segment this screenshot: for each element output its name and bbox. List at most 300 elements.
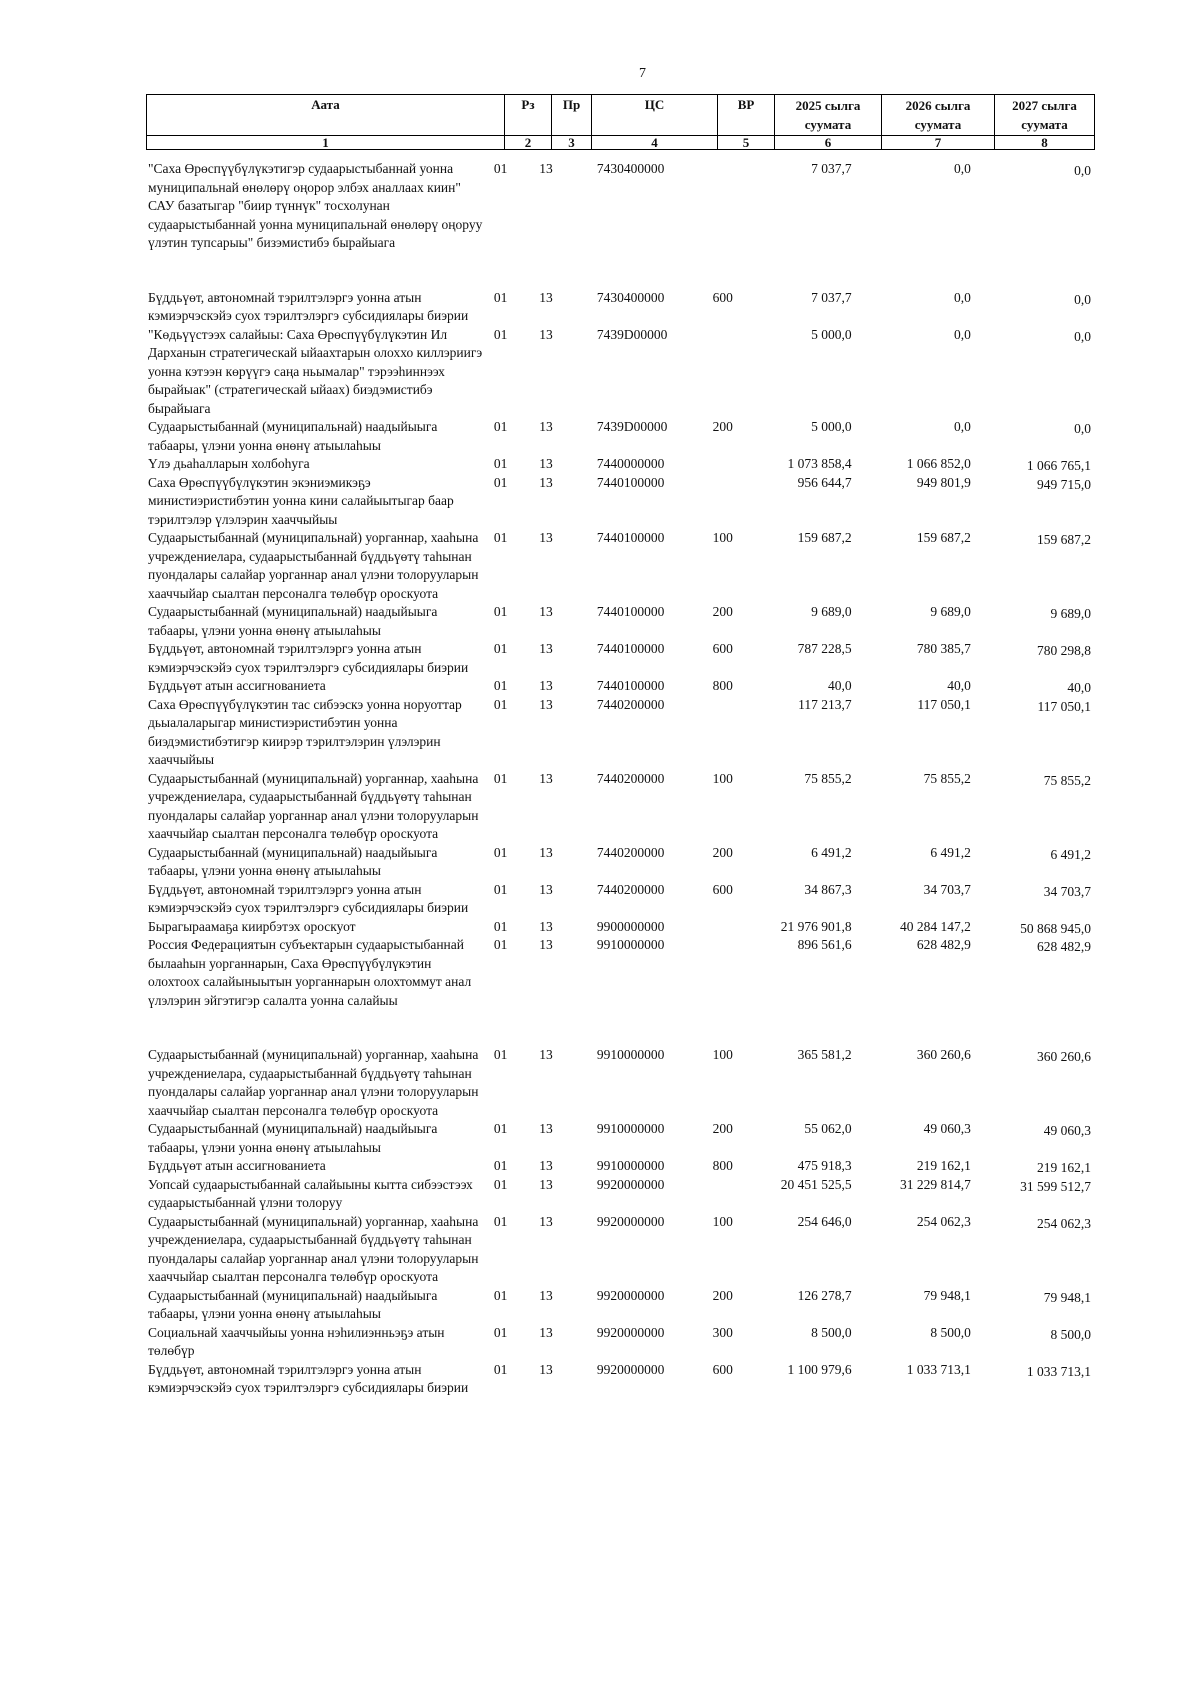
row-2027 <box>982 289 1094 326</box>
row-2027-text: 159 687,2 <box>1036 532 1091 547</box>
row-name <box>148 160 494 253</box>
row-2027 <box>982 640 1094 677</box>
row-cs-text: 7440100000 <box>596 678 665 693</box>
column-number: 3 <box>552 135 592 149</box>
row-cs-text: 7439D00000 <box>596 326 668 342</box>
row-name-text: Саха Өрөспүүбүлүкэтин экэниэмикэҕэ министиэристибэтин уонна кини салайыытыгар баар тэрилтэлэр үлэлэрин хааччыйыы <box>148 474 454 527</box>
row-pr-text: 13 <box>539 161 553 176</box>
row-name <box>148 326 494 419</box>
row-pr-text: 13 <box>539 937 553 952</box>
row-2025-text: 9 689,0 <box>811 604 852 619</box>
row-pr-text: 13 <box>539 474 553 490</box>
row-vr <box>686 529 752 603</box>
table-row <box>148 1361 1094 1398</box>
row-rz <box>494 1120 539 1157</box>
row-cs <box>578 881 686 918</box>
row-2025-text: 1 073 858,4 <box>787 456 852 471</box>
row-rz <box>494 640 539 677</box>
row-cs-text: 7440200000 <box>596 844 665 860</box>
row-cs-text: 9910000000 <box>596 1047 665 1062</box>
row-2025 <box>751 640 867 677</box>
row-2027-text: 34 703,7 <box>1043 883 1091 899</box>
row-cs <box>578 1287 686 1324</box>
row-2026 <box>868 1361 982 1398</box>
row-rz <box>494 474 539 530</box>
row-2026-text: 9 689,0 <box>930 604 971 619</box>
row-name-text: Судаарыстыбаннай (муниципальнай) наадыйыыга табаары, үлэни уонна өнөнү атыылаһыы <box>148 604 438 638</box>
row-2026-text: 75 855,2 <box>923 770 971 786</box>
row-2027-text: 254 062,3 <box>1036 1215 1091 1231</box>
row-2027-text: 0,0 <box>1074 163 1091 178</box>
table-row <box>148 918 1094 937</box>
row-rz <box>494 696 539 770</box>
row-2027 <box>982 936 1094 1010</box>
row-rz-text: 01 <box>493 474 508 490</box>
row-2025-text: 956 644,7 <box>797 474 852 490</box>
row-name-text: "Көдьүүстээх салайыы: Саха Өрөспүүбүлүкэтин Ил Дарханын стратегическай ыйаахтарын олоххо киллэриигэ уонна кэтээн көрүүгэ саңа ньымалар" тэрээһиннээх бырайыак" (стратегическай ыйаах) биэдэмистибэ бырайыага <box>148 326 483 416</box>
header-cs: ЦС <box>592 95 718 136</box>
row-2025 <box>751 326 867 419</box>
row-rz-text: 01 <box>493 326 508 342</box>
table-row <box>148 640 1094 677</box>
row-pr-text: 13 <box>539 918 553 934</box>
row-cs <box>578 418 686 455</box>
row-2026-text: 0,0 <box>954 161 971 176</box>
row-rz-text: 01 <box>493 456 508 471</box>
row-2026-text: 949 801,9 <box>916 474 971 490</box>
row-vr <box>686 326 752 419</box>
row-2025 <box>751 529 867 603</box>
row-vr <box>686 1120 752 1157</box>
row-vr-text: 300 <box>712 1324 733 1340</box>
row-vr <box>686 1287 752 1324</box>
row-2027 <box>982 696 1094 770</box>
row-cs-text: 7440200000 <box>596 881 665 897</box>
row-2025-text: 5 000,0 <box>811 326 852 342</box>
row-rz-text: 01 <box>493 844 508 860</box>
row-name <box>148 1157 494 1176</box>
row-2026-text: 40 284 147,2 <box>900 918 971 934</box>
row-2025-text: 7 037,7 <box>811 161 852 176</box>
row-vr-text: 100 <box>712 530 733 545</box>
row-pr <box>539 1287 578 1324</box>
row-rz-text: 01 <box>493 1287 508 1303</box>
row-cs <box>578 1046 686 1120</box>
row-2025-text: 75 855,2 <box>804 770 852 786</box>
row-vr-text: 200 <box>712 844 733 860</box>
row-2027-text: 50 868 945,0 <box>1020 920 1091 936</box>
row-2027 <box>982 1046 1094 1120</box>
row-pr <box>539 696 578 770</box>
page-number: 7 <box>639 66 646 81</box>
row-2026-text: 40,0 <box>947 678 971 693</box>
table-row <box>148 677 1094 696</box>
row-rz <box>494 326 539 419</box>
row-cs-text: 7439D00000 <box>596 419 668 434</box>
row-name-text: Саха Өрөспүүбүлүкэтин тас сибээскэ уонна норуоттар дьыалаларыгар министиэристибэтин уонна биэдэмистибэтигэр киирэр тэрилтэлэрин үлэлэрин хааччыйыы <box>148 696 462 767</box>
row-pr-text: 13 <box>539 326 553 342</box>
row-2026 <box>868 677 982 696</box>
row-cs <box>578 455 686 474</box>
row-rz <box>494 1157 539 1176</box>
row-cs <box>578 529 686 603</box>
row-2027 <box>982 918 1094 937</box>
row-vr-text: 200 <box>712 1121 733 1136</box>
row-2025 <box>751 1213 867 1287</box>
row-name-text: "Саха Өрөспүүбүлүкэтигэр судаарыстыбаннай уонна муниципальнай өнөлөрү оңорор элбэх аналлаах киин" САУ базатыгар "биир түннүк" тосхолунан судаарыстыбаннай уонна муниципальнай өнөлөрү оңоруу үлэтин тупсарыы" бизэмистибэ бырайыага <box>148 161 483 250</box>
row-name-text: Социальнай хааччыйыы уонна нэһилиэнньэҕэ атын төлөбүр <box>148 1324 445 1358</box>
row-2025-text: 40,0 <box>828 678 852 693</box>
table-row <box>148 289 1094 326</box>
row-pr <box>539 1361 578 1398</box>
row-2027 <box>982 603 1094 640</box>
row-2025 <box>751 918 867 937</box>
row-cs-text: 9920000000 <box>596 1324 665 1340</box>
header-2026: 2026 сылга суумата <box>882 95 995 136</box>
row-cs-text: 9920000000 <box>596 1361 665 1377</box>
row-2026 <box>868 1157 982 1176</box>
header-2027: 2027 сылга суумата <box>995 95 1095 136</box>
row-2026-text: 1 066 852,0 <box>906 456 971 471</box>
row-2026 <box>868 529 982 603</box>
row-vr <box>686 455 752 474</box>
row-2027-text: 628 482,9 <box>1036 939 1091 954</box>
table-row <box>148 603 1094 640</box>
row-rz <box>494 1324 539 1361</box>
row-2026-text: 780 385,7 <box>916 641 971 656</box>
row-name <box>148 640 494 677</box>
row-name <box>148 474 494 530</box>
row-2025-text: 1 100 979,6 <box>787 1361 852 1377</box>
row-cs <box>578 1324 686 1361</box>
row-cs <box>578 603 686 640</box>
row-vr <box>686 474 752 530</box>
row-rz <box>494 455 539 474</box>
row-pr <box>539 770 578 844</box>
row-rz-text: 01 <box>493 918 508 934</box>
row-vr-text: 200 <box>712 419 733 434</box>
table-row <box>148 770 1094 844</box>
row-2026 <box>868 289 982 326</box>
row-2027-text: 0,0 <box>1074 291 1091 307</box>
row-2025 <box>751 936 867 1010</box>
row-vr-text: 200 <box>712 1287 733 1303</box>
row-pr <box>539 603 578 640</box>
column-number: 7 <box>882 135 995 149</box>
row-2027-text: 49 060,3 <box>1043 1123 1091 1138</box>
row-2027-text: 0,0 <box>1074 421 1091 436</box>
row-2027 <box>982 677 1094 696</box>
row-2026-text: 8 500,0 <box>930 1324 971 1340</box>
row-pr-text: 13 <box>539 1324 553 1340</box>
row-2027 <box>982 1157 1094 1176</box>
column-number: 6 <box>775 135 882 149</box>
row-rz <box>494 936 539 1010</box>
row-2025-text: 896 561,6 <box>797 937 852 952</box>
row-pr <box>539 936 578 1010</box>
row-vr <box>686 640 752 677</box>
row-name-text: Үлэ дьаһалларын холбоһуга <box>148 456 310 471</box>
row-vr-text: 600 <box>712 881 733 897</box>
row-2025 <box>751 1046 867 1120</box>
row-2026 <box>868 160 982 253</box>
row-2026-text: 1 033 713,1 <box>906 1361 971 1377</box>
row-cs <box>578 474 686 530</box>
row-pr-text: 13 <box>539 844 553 860</box>
column-number: 5 <box>718 135 775 149</box>
row-rz-text: 01 <box>493 1324 508 1340</box>
row-2025-text: 8 500,0 <box>811 1324 852 1340</box>
row-2026-text: 159 687,2 <box>916 530 971 545</box>
row-2027-text: 75 855,2 <box>1043 772 1091 788</box>
row-rz <box>494 677 539 696</box>
row-name <box>148 844 494 881</box>
row-2025-text: 20 451 525,5 <box>780 1176 852 1192</box>
row-pr-text: 13 <box>539 770 553 786</box>
row-2027-text: 117 050,1 <box>1037 698 1091 714</box>
row-2027 <box>982 326 1094 419</box>
row-2026 <box>868 474 982 530</box>
table-row <box>148 1213 1094 1287</box>
row-2027 <box>982 455 1094 474</box>
row-cs <box>578 326 686 419</box>
row-2027 <box>982 1213 1094 1287</box>
row-2026 <box>868 1046 982 1120</box>
row-rz-text: 01 <box>493 1158 508 1173</box>
row-2026-text: 79 948,1 <box>923 1287 971 1303</box>
row-2025-text: 5 000,0 <box>811 419 852 434</box>
row-rz <box>494 1176 539 1213</box>
row-2027 <box>982 1176 1094 1213</box>
row-name <box>148 936 494 1010</box>
row-vr <box>686 418 752 455</box>
row-cs <box>578 844 686 881</box>
row-2026 <box>868 936 982 1010</box>
row-name-text: Бүддьүөт атын ассигнованиета <box>148 678 326 693</box>
row-2027-text: 1 066 765,1 <box>1026 458 1091 473</box>
row-name-text: Бырагыраамаҕа киирбэтэх ороскуот <box>148 918 356 934</box>
row-2027 <box>982 881 1094 918</box>
row-2025 <box>751 1361 867 1398</box>
row-cs <box>578 640 686 677</box>
row-name-text: Бүддьүөт, автономнай тэрилтэлэргэ уонна атын кэмиэрчэскэйэ суох тэрилтэлэргэ субсидиялары биэрии <box>148 1361 469 1395</box>
row-2025-text: 117 213,7 <box>798 696 852 712</box>
row-cs-text: 7440100000 <box>596 641 665 656</box>
row-name <box>148 289 494 326</box>
row-2026 <box>868 1176 982 1213</box>
row-2027 <box>982 844 1094 881</box>
row-2026 <box>868 696 982 770</box>
row-pr-text: 13 <box>539 1176 553 1192</box>
row-cs <box>578 918 686 937</box>
row-rz-text: 01 <box>493 161 508 176</box>
row-rz <box>494 918 539 937</box>
row-2026-text: 219 162,1 <box>916 1158 971 1173</box>
row-cs <box>578 677 686 696</box>
row-pr-text: 13 <box>539 678 553 693</box>
row-rz <box>494 1287 539 1324</box>
row-vr <box>686 677 752 696</box>
row-2027-text: 40,0 <box>1067 680 1091 695</box>
row-2025 <box>751 696 867 770</box>
row-vr <box>686 844 752 881</box>
row-cs-text: 9910000000 <box>596 937 665 952</box>
row-vr <box>686 770 752 844</box>
row-pr-text: 13 <box>539 1213 553 1229</box>
row-2025 <box>751 844 867 881</box>
row-2027 <box>982 770 1094 844</box>
row-2025 <box>751 160 867 253</box>
table-header <box>146 94 1095 150</box>
row-2025-text: 475 918,3 <box>797 1158 852 1173</box>
row-cs <box>578 1157 686 1176</box>
row-2026 <box>868 455 982 474</box>
column-number: 4 <box>592 135 718 149</box>
row-cs <box>578 696 686 770</box>
row-vr-text: 800 <box>712 1158 733 1173</box>
row-name-text: Россия Федерациятын субъектарын судаарыстыбаннай былааһын уорганнарын, Саха Өрөспүүбүлүкэтин олохтоох салайыныытын уорганнарын олохтоммут анал үлэлэрин эйгэтигэр салалта уонна салайыы <box>148 937 472 1008</box>
table-row <box>148 160 1094 253</box>
row-rz <box>494 603 539 640</box>
row-rz-text: 01 <box>493 1361 508 1377</box>
row-rz <box>494 160 539 253</box>
row-2025 <box>751 1157 867 1176</box>
table-row <box>148 1120 1094 1157</box>
row-rz <box>494 1213 539 1287</box>
row-2025 <box>751 677 867 696</box>
row-cs-text: 7430400000 <box>596 289 665 305</box>
header-rz: Рз <box>505 95 552 136</box>
row-cs <box>578 1213 686 1287</box>
row-pr-text: 13 <box>539 1287 553 1303</box>
row-name <box>148 881 494 918</box>
row-name-text: Судаарыстыбаннай (муниципальнай) наадыйыыга табаары, үлэни уонна өнөнү атыылаһыы <box>148 1121 438 1155</box>
row-cs-text: 7440200000 <box>596 770 665 786</box>
row-2026 <box>868 844 982 881</box>
row-2026 <box>868 1287 982 1324</box>
table-row <box>148 1046 1094 1120</box>
row-pr <box>539 918 578 937</box>
row-rz-text: 01 <box>493 604 508 619</box>
row-name <box>148 603 494 640</box>
row-name <box>148 418 494 455</box>
row-pr <box>539 1157 578 1176</box>
row-cs-text: 7440000000 <box>596 456 665 471</box>
row-2027 <box>982 1120 1094 1157</box>
row-rz <box>494 529 539 603</box>
row-name <box>148 918 494 937</box>
row-pr <box>539 160 578 253</box>
row-pr <box>539 289 578 326</box>
row-2027-text: 31 599 512,7 <box>1020 1178 1091 1194</box>
row-name <box>148 1046 494 1120</box>
row-2026 <box>868 918 982 937</box>
row-vr <box>686 881 752 918</box>
row-pr <box>539 529 578 603</box>
row-cs-text: 7440100000 <box>596 604 665 619</box>
header-vr: ВР <box>718 95 775 136</box>
row-pr-text: 13 <box>539 456 553 471</box>
row-name-text: Бүддьүөт, автономнай тэрилтэлэргэ уонна атын кэмиэрчэскэйэ суох тэрилтэлэргэ субсидиялары биэрии <box>148 881 469 915</box>
row-rz-text: 01 <box>493 770 508 786</box>
row-2026 <box>868 1120 982 1157</box>
row-vr <box>686 1157 752 1176</box>
table-row <box>148 326 1094 419</box>
row-2026 <box>868 1324 982 1361</box>
row-cs-text: 7440200000 <box>596 696 665 712</box>
row-rz-text: 01 <box>493 696 508 712</box>
table-body <box>148 160 1094 1398</box>
row-2026-text: 0,0 <box>954 289 971 305</box>
row-name-text: Уопсай судаарыстыбаннай салайыыны кытта сибээстээх судаарыстыбаннай үлэни толоруу <box>148 1176 473 1210</box>
row-rz-text: 01 <box>493 937 508 952</box>
row-2026 <box>868 881 982 918</box>
row-vr-text: 100 <box>712 1213 733 1229</box>
row-pr <box>539 677 578 696</box>
row-2025 <box>751 1324 867 1361</box>
row-2026 <box>868 770 982 844</box>
row-name <box>148 1176 494 1213</box>
row-2025-text: 365 581,2 <box>797 1047 852 1062</box>
row-name-text: Бүддьүөт атын ассигнованиета <box>148 1158 326 1173</box>
row-vr <box>686 696 752 770</box>
row-pr-text: 13 <box>539 419 553 434</box>
row-rz <box>494 1361 539 1398</box>
row-name <box>148 1213 494 1287</box>
row-pr-text: 13 <box>539 1361 553 1377</box>
row-2027-text: 0,0 <box>1074 328 1091 344</box>
row-cs-text: 9910000000 <box>596 1121 665 1136</box>
row-2025-text: 126 278,7 <box>797 1287 852 1303</box>
row-pr-text: 13 <box>539 289 553 305</box>
table-row <box>148 881 1094 918</box>
table-row <box>148 474 1094 530</box>
row-2027-text: 9 689,0 <box>1050 606 1091 621</box>
row-vr <box>686 603 752 640</box>
row-name-text: Судаарыстыбаннай (муниципальнай) уорганнар, хааһына учреждениелара, судаарыстыбаннай бүддьүөтү таһынан пуондалары салайар уорганнар анал үлэни толорууларын хааччыйар сыалтан персоналга төлөбүр ороскуота <box>148 1213 479 1284</box>
row-2026-text: 254 062,3 <box>916 1213 971 1229</box>
row-2027 <box>982 160 1094 253</box>
row-rz <box>494 881 539 918</box>
row-rz-text: 01 <box>493 881 508 897</box>
row-2027-text: 780 298,8 <box>1036 643 1091 658</box>
table-row <box>148 936 1094 1010</box>
row-cs <box>578 289 686 326</box>
row-2027-text: 1 033 713,1 <box>1026 1363 1091 1379</box>
row-cs-text: 7440100000 <box>596 530 665 545</box>
row-name <box>148 696 494 770</box>
row-vr <box>686 289 752 326</box>
row-pr <box>539 640 578 677</box>
row-vr <box>686 1324 752 1361</box>
row-pr-text: 13 <box>539 641 553 656</box>
row-name-text: Судаарыстыбаннай (муниципальнай) уорганнар, хааһына учреждениелара, судаарыстыбаннай бүддьүөтү таһынан пуондалары салайар уорганнар анал үлэни толорууларын хааччыйар сыалтан персоналга төлөбүр ороскуота <box>148 770 479 841</box>
row-cs <box>578 160 686 253</box>
row-vr-text: 600 <box>712 289 733 305</box>
row-2027-text: 79 948,1 <box>1043 1289 1091 1305</box>
row-2026-text: 6 491,2 <box>930 844 971 860</box>
row-2026 <box>868 418 982 455</box>
row-2027-text: 8 500,0 <box>1050 1326 1091 1342</box>
row-rz <box>494 418 539 455</box>
table-row <box>148 1287 1094 1324</box>
row-2025 <box>751 603 867 640</box>
row-2026 <box>868 1213 982 1287</box>
row-cs-text: 9920000000 <box>596 1176 665 1192</box>
row-2025-text: 787 228,5 <box>797 641 852 656</box>
row-name <box>148 770 494 844</box>
row-vr <box>686 1046 752 1120</box>
